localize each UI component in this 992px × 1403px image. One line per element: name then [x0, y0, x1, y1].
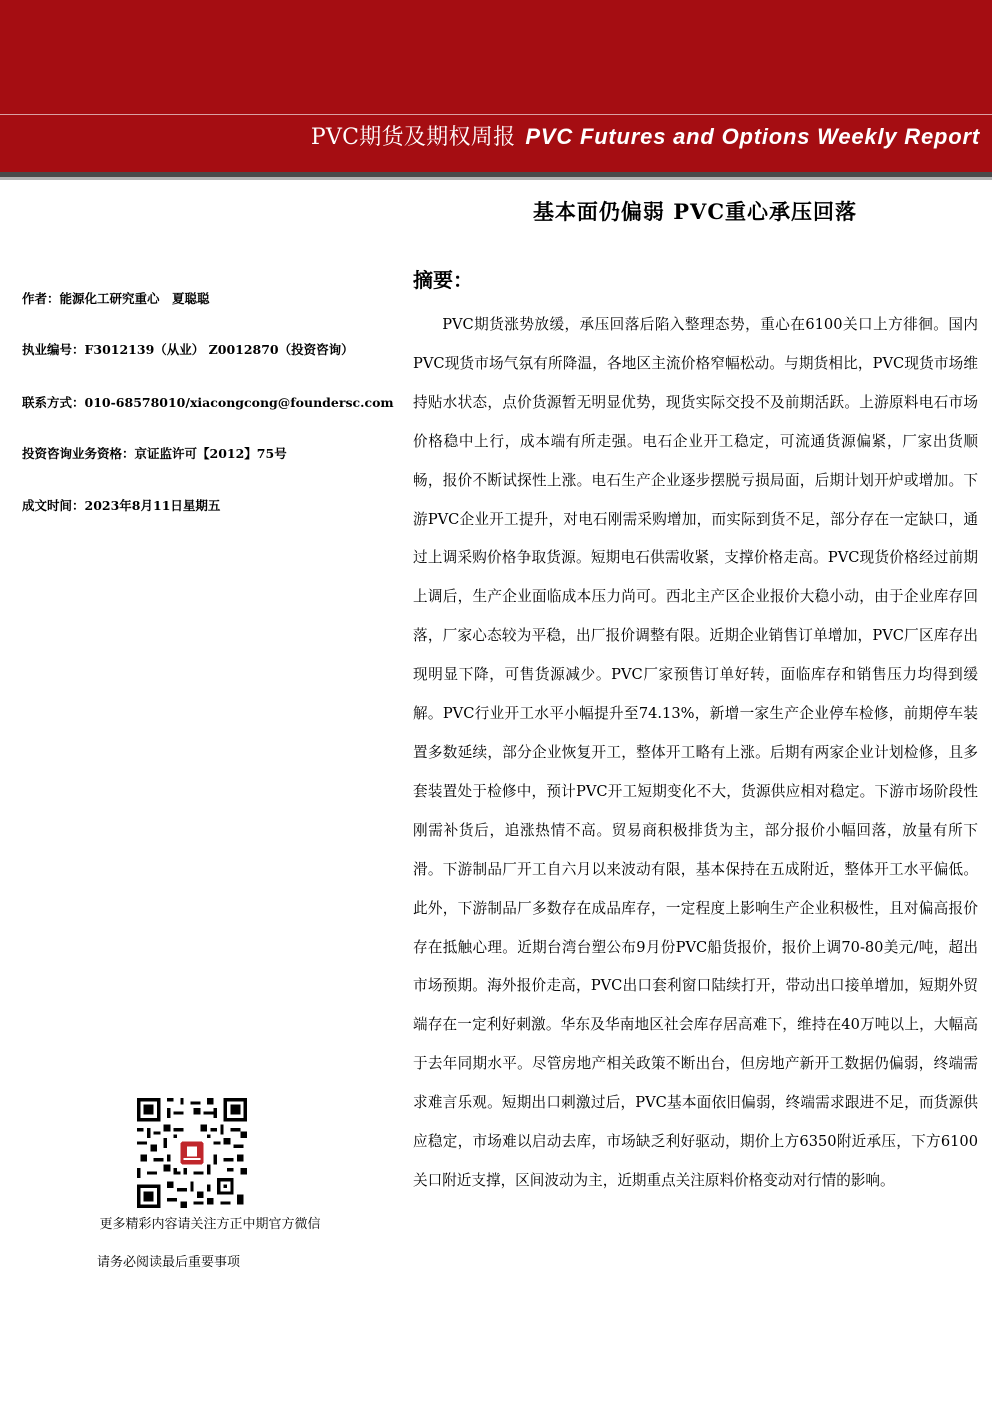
banner-divider	[0, 114, 992, 115]
meta-date	[22, 496, 220, 514]
report-title	[311, 120, 980, 151]
meta-license-label: 执业编号：	[22, 342, 85, 357]
meta-contact-label: 联系方式：	[22, 395, 85, 410]
meta-date-value: 2023年8月11日星期五	[84, 498, 221, 513]
meta-qualification-value: 京证监许可【2012】75号	[134, 446, 287, 461]
meta-author-value: 能源化工研究重心 夏聪聪	[59, 291, 210, 306]
meta-qualification	[22, 444, 287, 462]
qr-caption: 更多精彩内容请关注方正中期官方微信	[99, 1217, 321, 1232]
meta-license-value: F3012139（从业） Z0012870（投资咨询）	[84, 342, 354, 357]
abstract-body: PVC期货涨势放缓，承压回落后陷入整理态势，重心在6100关口上方徘徊。国内PVC现货市场气氛有所降温，各地区主流价格窄幅松动。与期货相比，PVC现货市场维持贴水状态，点价货源暂无明显优势，现货实际交投不及前期活跃。上游原料电石市场价格稳中上行，成本端有所走强。电石企业开工稳定，可流通货源偏紧，厂家出货顺畅，报价不断试探性上涨。电石生产企业逐步摆脱亏损局面，后期计划开炉或增加。下游PVC企业开工提升，对电石刚需采购增加，而实际到货不足，部分存在一定缺口，通过上调采购价格争取货源。短期电石供需收紧，支撑价格走高。PVC现货价格经过前期上调后，生产企业面临成本压力尚可。西北主产区企业报价大稳小动，由于企业库存回落，厂家心态较为平稳，出厂报价调整有限。近期企业销售订单增加，PVC厂区库存出现明显下降，可售货源减少。PVC厂家预售订单好转，面临库存和销售压力均得到缓解。PVC行业开工水平小幅提升至74.13%，新增一家生产企业停车检修，前期停车装置多数延续，部分企业恢复开工，整体开工略有上涨。后期有两家企业计划检修，且多套装置处于检修中，预计PVC开工短期变化不大，货源供应相对稳定。下游市场阶段性刚需补货后，追涨热情不高。贸易商积极排货为主，部分报价小幅回落，放量有所下滑。下游制品厂开工自六月以来波动有限，基本保持在五成附近，整体开工水平偏低。此外，下游制品厂多数存在成品库存，一定程度上影响生产企业积极性，且对偏高报价存在抵触心理。近期台湾台塑公布9月份PVC船货报价，报价上调70-80美元/吨，超出市场预期。海外报价走高，PVC出口套利窗口陆续打开，带动出口接单增加，短期外贸端存在一定利好刺激。华东及华南地区社会库存居高难下，维持在40万吨以上，大幅高于去年同期水平。尽管房地产相关政策不断出台，但房地产新开工数据仍偏弱，终端需求难言乐观。短期出口刺激过后，PVC基本面依旧偏弱，终端需求跟进不足，而货源供应稳定，市场难以启动去库，市场缺乏利好驱动，期价上方6350附近承压，下方6100关口附近支撑，区间波动为主，近期重点关注原料价格变动对行情的影响。	[413, 316, 978, 1189]
report-title-en: PVC Futures and Options Weekly Report	[525, 124, 980, 149]
meta-qualification-label: 投资咨询业务资格：	[22, 446, 135, 461]
meta-license	[22, 340, 354, 358]
meta-author-label: 作者：	[22, 291, 60, 306]
important-notice: 请务必阅读最后重要事项	[97, 1255, 241, 1270]
meta-contact-value[interactable]: 010-68578010/xiacongcong@foundersc.com	[84, 395, 394, 410]
meta-author	[22, 289, 210, 307]
page-headline: 基本面仍偏弱 PVC重心承压回落	[532, 199, 858, 224]
abstract-heading: 摘要：	[413, 268, 473, 292]
meta-contact	[22, 393, 394, 411]
meta-date-label: 成文时间：	[22, 498, 85, 513]
header-rule-light	[0, 177, 992, 180]
qr-code-icon	[137, 1098, 247, 1208]
report-title-zh: PVC期货及期权周报	[310, 125, 516, 150]
